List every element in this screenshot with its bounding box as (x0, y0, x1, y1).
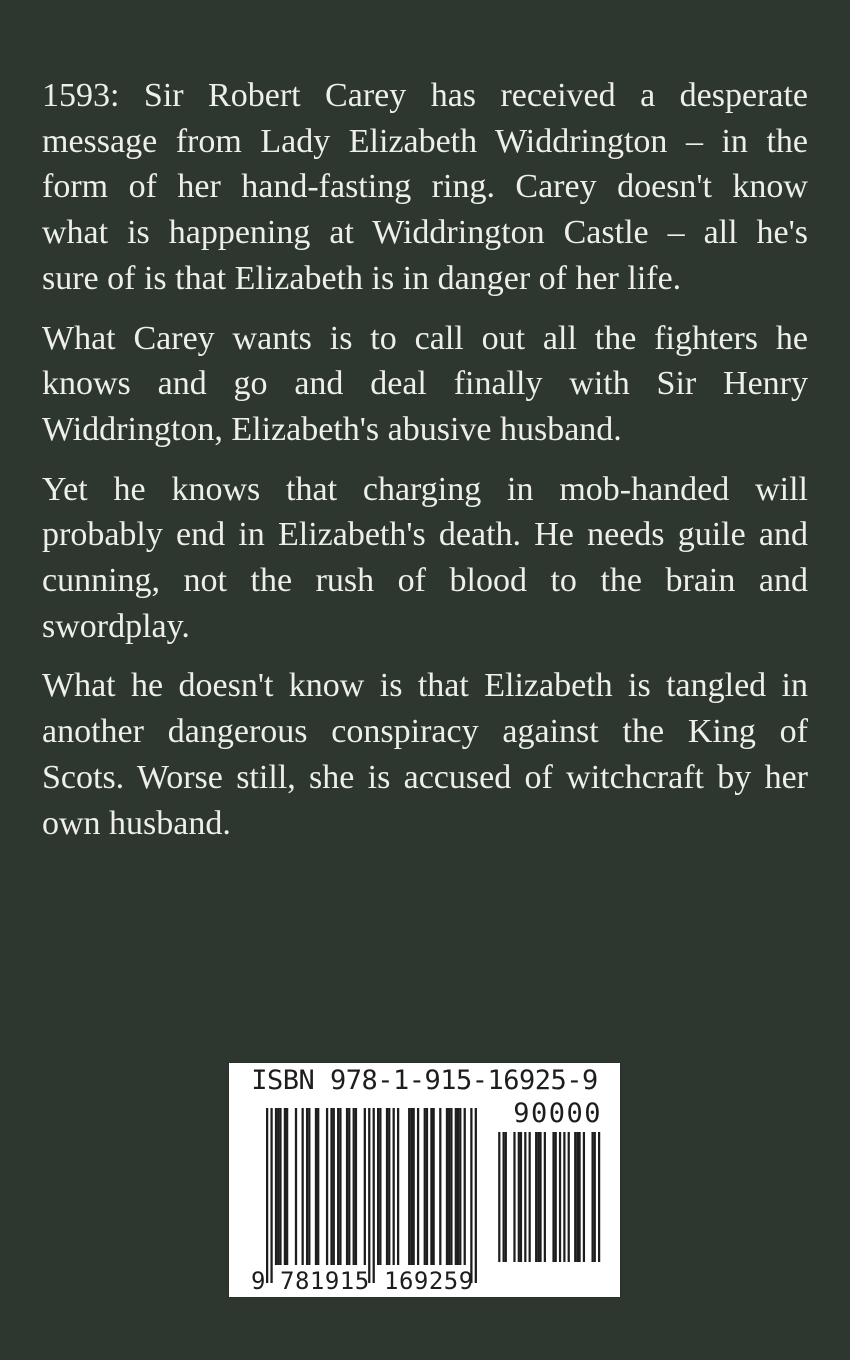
ean5-supplement-barcode (496, 1132, 602, 1262)
blurb-line: What he doesn't know is that Elizabeth is tangled in (42, 667, 808, 705)
blurb-line: Scots. Worse still, she is accused of witchcraft by her (42, 758, 808, 796)
blurb-line: Widdrington, Elizabeth's abusive husband. (42, 410, 622, 448)
blurb-line: own husband. (42, 804, 231, 842)
blurb-line: 1593: Sir Robert Carey has received a desperate (42, 77, 808, 114)
isbn-label: ISBN 978-1-915-16925-9 (251, 1065, 598, 1096)
blurb-line: swordplay. (42, 607, 190, 645)
blurb-line: What Carey wants is to call out all the fighters he (42, 319, 808, 357)
price-code: 90000 (513, 1098, 602, 1129)
blurb-line: knows and go and deal finally with Sir Henry (42, 365, 808, 403)
blurb-line: Yet he knows that charging in mob-handed will (42, 470, 808, 508)
paragraph (42, 73, 808, 302)
blurb (42, 73, 808, 860)
ean13-digit-group-first: 9 (251, 1267, 266, 1295)
blurb-line: probably end in Elizabeth's death. He needs guile and (42, 516, 808, 554)
blurb-line: form of her hand-fasting ring. Carey doesn't know (42, 168, 808, 206)
ean13-digit-group-right: 169259 (384, 1267, 474, 1295)
paragraph (42, 316, 808, 453)
blurb-line: what is happening at Widdrington Castle – all he's (42, 214, 808, 252)
paragraph (42, 663, 808, 846)
blurb-line: another dangerous conspiracy against the King of (42, 713, 808, 751)
paragraph (42, 467, 808, 650)
blurb-line: sure of is that Elizabeth is in danger of her life. (42, 259, 682, 297)
ean13-barcode (266, 1108, 478, 1283)
barcode-panel (229, 1063, 620, 1297)
blurb-line: message from Lady Elizabeth Widdrington – in the (42, 122, 808, 160)
blurb-line: cunning, not the rush of blood to the brain and (42, 562, 808, 600)
ean13-digit-group-left: 781915 (280, 1267, 370, 1295)
